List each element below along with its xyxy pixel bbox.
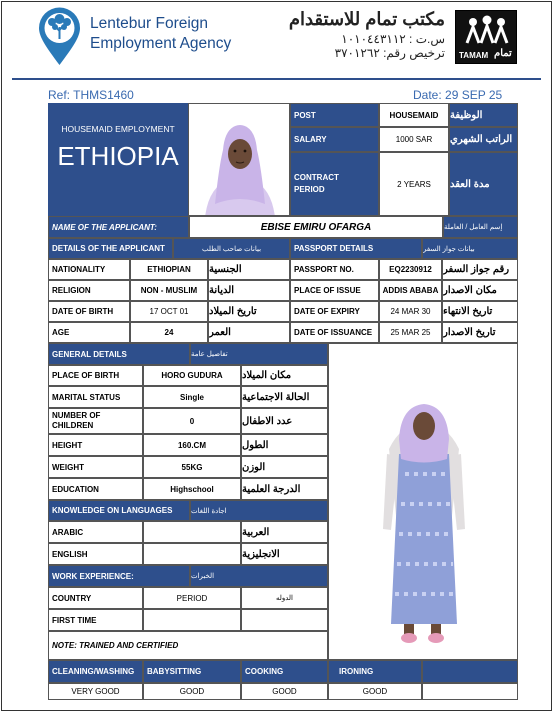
expiry-value: 24 MAR 30 bbox=[379, 301, 442, 322]
weight-label: WEIGHT bbox=[48, 456, 143, 478]
agency-name-line2: Employment Agency bbox=[90, 35, 232, 52]
tamam-logo-text: TAMAM bbox=[459, 51, 489, 60]
first-time-label: FIRST TIME bbox=[48, 609, 143, 631]
passport-no-label: PASSPORT NO. bbox=[290, 259, 379, 280]
arabic-language-value bbox=[143, 521, 241, 543]
weight-value: 55KG bbox=[143, 456, 241, 478]
education-value: Highschool bbox=[143, 478, 241, 500]
applicant-name-value: EBISE EMIRU OFARGA bbox=[189, 216, 443, 238]
work-header: WORK EXPERIENCE: bbox=[48, 565, 190, 587]
applicant-name-label: NAME OF THE APPLICANT: bbox=[48, 216, 189, 238]
tamam-logo bbox=[455, 10, 517, 64]
contract-label: CONTRACT PERIOD bbox=[290, 152, 379, 216]
age-label: AGE bbox=[48, 322, 130, 343]
religion-label: RELIGION bbox=[48, 280, 130, 301]
banner-country: ETHIOPIA bbox=[57, 141, 179, 171]
languages-header-arabic: اجادة اللغات bbox=[190, 500, 328, 521]
document-date: Date: 29 SEP 25 bbox=[413, 88, 503, 102]
dob-arabic: تاريخ الميلاد bbox=[208, 301, 290, 322]
location-pin-logo bbox=[36, 7, 83, 67]
work-period-col: PERIOD bbox=[143, 587, 241, 609]
arabic-language-label: ARABIC bbox=[48, 521, 143, 543]
tamam-logo-arabic: تمام bbox=[494, 48, 512, 59]
religion-value: NON - MUSLIM bbox=[130, 280, 208, 301]
weight-arabic: الوزن bbox=[241, 456, 328, 478]
salary-label: SALARY bbox=[290, 127, 379, 152]
agency-name-line1: Lentebur Foreign bbox=[90, 15, 209, 32]
applicant-name-arabic: إسم العامل / العاملة bbox=[443, 216, 518, 238]
work-header-arabic: الخبرات bbox=[190, 565, 328, 587]
skill-extra-value bbox=[422, 683, 518, 700]
work-country-arabic: الدوله bbox=[241, 587, 328, 609]
skill-babysitting-label: BABYSITTING bbox=[143, 660, 241, 683]
dob-value: 17 OCT 01 bbox=[130, 301, 208, 322]
skill-cooking-value: GOOD bbox=[241, 683, 328, 700]
skill-cleaning-value: VERY GOOD bbox=[48, 683, 143, 700]
height-value: 160.CM bbox=[143, 434, 241, 456]
country-banner bbox=[48, 103, 188, 216]
age-arabic: العمر bbox=[208, 322, 290, 343]
post-label: POST bbox=[290, 103, 379, 127]
height-arabic: الطول bbox=[241, 434, 328, 456]
issuance-value: 25 MAR 25 bbox=[379, 322, 442, 343]
salary-arabic: الراتب الشهري bbox=[449, 127, 518, 152]
passport-header: PASSPORT DETAILS bbox=[290, 238, 422, 259]
children-value: 0 bbox=[143, 408, 241, 434]
reference-number: Ref: THMS1460 bbox=[48, 88, 134, 102]
height-label: HEIGHT bbox=[48, 434, 143, 456]
place-of-birth-value: HORO GUDURA bbox=[143, 365, 241, 386]
nationality-label: NATIONALITY bbox=[48, 259, 130, 280]
arabic-language-arabic: العربية bbox=[241, 521, 328, 543]
place-of-issue-label: PLACE OF ISSUE bbox=[290, 280, 379, 301]
post-value: HOUSEMAID bbox=[379, 103, 449, 127]
general-header: GENERAL DETAILS bbox=[48, 343, 190, 365]
skill-babysitting-value: GOOD bbox=[143, 683, 241, 700]
work-country-col: COUNTRY bbox=[48, 587, 143, 609]
first-time-period bbox=[143, 609, 241, 631]
agency-license: ترخيص رقم: ٣٧٠١٢٦٢ bbox=[334, 46, 445, 60]
dob-label: DATE OF BIRTH bbox=[48, 301, 130, 322]
english-language-arabic: الانجليزية bbox=[241, 543, 328, 565]
expiry-arabic: تاريخ الانتهاء bbox=[442, 301, 518, 322]
education-label: EDUCATION bbox=[48, 478, 143, 500]
children-label: NUMBER OF CHILDREN bbox=[48, 408, 143, 434]
english-language-label: ENGLISH bbox=[48, 543, 143, 565]
details-header: DETAILS OF THE APPLICANT bbox=[48, 238, 173, 259]
passport-header-arabic: بيانات جواز السفر bbox=[422, 238, 518, 259]
skill-cooking-label: COOKING bbox=[241, 660, 328, 683]
marital-status-arabic: الحالة الاجتماعية bbox=[241, 386, 328, 408]
contract-value: 2 YEARS bbox=[379, 152, 449, 216]
education-arabic: الدرجة العلمية bbox=[241, 478, 328, 500]
header-divider bbox=[12, 78, 541, 80]
passport-no-value: EQ2230912 bbox=[379, 259, 442, 280]
skill-ironing-label: IRONING bbox=[328, 660, 422, 683]
children-arabic: عدد الاطفال bbox=[241, 408, 328, 434]
english-language-value bbox=[143, 543, 241, 565]
salary-value: 1000 SAR bbox=[379, 127, 449, 152]
applicant-full-photo bbox=[328, 343, 518, 660]
religion-arabic: الديانة bbox=[208, 280, 290, 301]
expiry-label: DATE OF EXPIRY bbox=[290, 301, 379, 322]
post-arabic: الوظيفة bbox=[449, 103, 518, 127]
contract-arabic: مدة العقد bbox=[449, 152, 518, 216]
passport-no-arabic: رقم جواز السفر bbox=[442, 259, 518, 280]
issuance-arabic: تاريخ الاصدار bbox=[442, 322, 518, 343]
place-of-birth-label: PLACE OF BIRTH bbox=[48, 365, 143, 386]
place-of-issue-value: ADDIS ABABA bbox=[379, 280, 442, 301]
skill-cleaning-label: CLEANING/WASHING bbox=[48, 660, 143, 683]
trained-note: NOTE: TRAINED AND CERTIFIED bbox=[48, 631, 328, 660]
place-of-birth-arabic: مكان الميلاد bbox=[241, 365, 328, 386]
nationality-arabic: الجنسية bbox=[208, 259, 290, 280]
skill-extra-header bbox=[422, 660, 518, 683]
general-header-arabic: تفاصيل عامة bbox=[190, 343, 328, 365]
agency-arabic-name: مكتب تمام للاستقدام bbox=[288, 9, 445, 29]
skill-ironing-value: GOOD bbox=[328, 683, 422, 700]
agency-cr-number: س.ت : ١٠١٠٤٤٣١١٢ bbox=[341, 32, 445, 46]
languages-header: KNOWLEDGE ON LANGUAGES bbox=[48, 500, 190, 521]
marital-status-value: Single bbox=[143, 386, 241, 408]
issuance-label: DATE OF ISSUANCE bbox=[290, 322, 379, 343]
marital-status-label: MARITAL STATUS bbox=[48, 386, 143, 408]
details-header-arabic: بيانات صاحب الطلب bbox=[173, 238, 290, 259]
banner-subtitle: HOUSEMAID EMPLOYMENT bbox=[61, 124, 175, 134]
age-value: 24 bbox=[130, 322, 208, 343]
nationality-value: ETHIOPIAN bbox=[130, 259, 208, 280]
first-time-blank bbox=[241, 609, 328, 631]
place-of-issue-arabic: مكان الاصدار bbox=[442, 280, 518, 301]
applicant-portrait bbox=[188, 103, 290, 216]
